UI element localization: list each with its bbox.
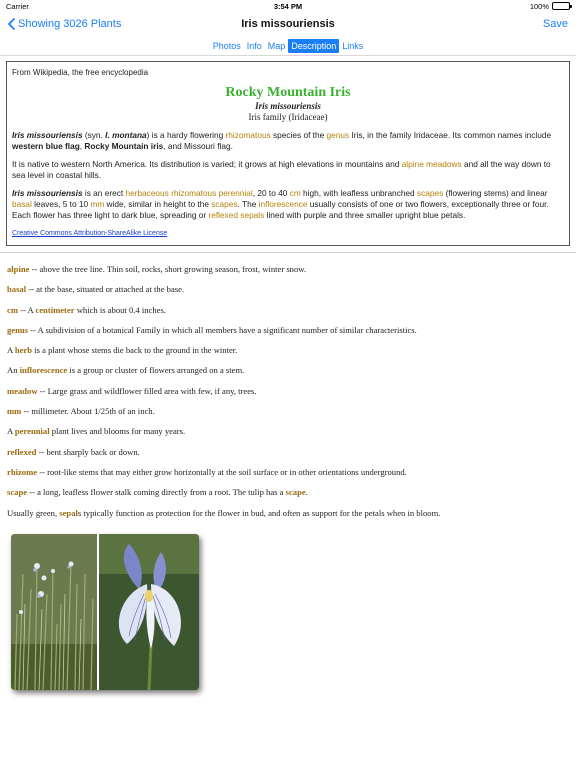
page-title: Iris missouriensis xyxy=(241,18,335,30)
glossary-definition: . xyxy=(305,487,308,498)
glossary-definition: plant lives and blooms for many years. xyxy=(49,426,186,437)
glossary-link-basal[interactable]: basal xyxy=(12,199,32,209)
glossary-item xyxy=(7,320,569,340)
text-span: and all the way down to sea level in coastal hills. xyxy=(12,159,551,180)
glossary-term: reflexed xyxy=(7,446,37,457)
chevron-left-icon xyxy=(8,18,15,30)
glossary-item xyxy=(7,360,569,380)
save-button[interactable]: Save xyxy=(542,18,568,30)
glossary-list xyxy=(0,259,576,523)
glossary-term: mm xyxy=(7,406,22,417)
text-span: , xyxy=(79,141,85,151)
text-span: An xyxy=(7,365,20,376)
text-span: wide, similar in height to the xyxy=(104,199,212,209)
species-name: Iris missouriensis xyxy=(12,130,83,140)
text-span: leaves, 5 to 10 xyxy=(31,199,91,209)
status-bar xyxy=(0,0,576,12)
paragraph-distribution xyxy=(12,159,564,181)
paragraph-description xyxy=(12,188,564,221)
section-divider xyxy=(0,252,576,253)
text-span: Usually green, xyxy=(7,507,60,518)
glossary-definition: -- above the tree line. Thin soil, rocks, short growing season, frost, winter snow. xyxy=(29,264,307,274)
glossary-definition: -- root-like stems that may either grow horizontally at the soil surface or in other orientations underground. xyxy=(37,466,407,477)
text-span: , and Missouri flag. xyxy=(163,141,233,151)
glossary-link-mm[interactable]: mm xyxy=(90,199,105,209)
glossary-item xyxy=(7,279,569,299)
glossary-link-alpine-meadows[interactable]: alpine meadows xyxy=(401,159,462,169)
text-span: (syn. xyxy=(82,130,106,140)
glossary-definition: is a plant whose stems die back to the ground in the winter. xyxy=(32,345,238,356)
text-span: high, with leafless unbranched xyxy=(300,188,417,198)
tab-info[interactable]: Info xyxy=(246,40,262,51)
glossary-item xyxy=(7,462,569,482)
glossary-term: alpine xyxy=(7,264,30,274)
back-button[interactable] xyxy=(8,18,121,30)
text-span: Iris, in the family Iridaceae. Its common names include xyxy=(349,130,552,140)
clock: 3:54 PM xyxy=(273,2,303,11)
glossary-term: perennial xyxy=(14,426,50,437)
family-heading: Iris family (Iridaceae) xyxy=(248,112,328,122)
glossary-definition: -- bent sharply back or down. xyxy=(36,446,140,457)
iris-flower-image xyxy=(99,534,199,690)
battery-icon xyxy=(552,2,570,10)
license-link[interactable]: Creative Commons Attribution-ShareAlike License xyxy=(12,230,168,237)
glossary-definition: -- millimeter. About 1/25th of an inch. xyxy=(21,406,155,417)
glossary-link-cm[interactable]: cm xyxy=(289,188,301,198)
glossary-term: herb xyxy=(14,345,33,356)
tab-bar-container xyxy=(0,36,576,56)
glossary-item xyxy=(7,381,569,401)
tab-photos[interactable]: Photos xyxy=(212,40,241,51)
glossary-term: genus xyxy=(7,324,29,335)
flower-closeup-photo xyxy=(99,534,199,690)
glossary-item xyxy=(7,340,569,360)
glossary-term: scape xyxy=(7,487,28,498)
glossary-link-reflexed-sepals[interactable]: reflexed sepals xyxy=(208,210,265,220)
text-span: lined with purple and three smaller upright blue petals. xyxy=(264,210,466,220)
glossary-definition: is a group or cluster of flowers arranged on a stem. xyxy=(67,365,245,376)
common-name-heading: Rocky Mountain Iris xyxy=(225,85,351,100)
glossary-link-perennial[interactable]: herbaceous rhizomatous perennial xyxy=(125,188,253,198)
text-span: . The xyxy=(237,199,259,209)
glossary-term: meadow xyxy=(7,385,38,396)
glossary-item xyxy=(7,259,569,279)
tab-links[interactable]: Links xyxy=(342,40,364,51)
text-span: is an erect xyxy=(82,188,126,198)
glossary-link-genus[interactable]: genus xyxy=(326,130,350,140)
text-span: , 20 to 40 xyxy=(252,188,290,198)
glossary-definition: -- a long, leafless flower stalk coming directly from a root. The tulip has a xyxy=(27,487,286,498)
glossary-term: rhizome xyxy=(7,466,38,477)
text-span: usually consists of one or two flowers, exceptionally three or four. Each flower has three light to dark blue, spreading or xyxy=(12,199,549,220)
carrier-label: Carrier xyxy=(6,1,29,11)
glossary-link-inflorescence[interactable]: inflorescence xyxy=(258,199,308,209)
field-photo xyxy=(11,534,97,690)
battery-percent: 100% xyxy=(529,1,549,11)
glossary-term: centimeter xyxy=(35,304,75,315)
glossary-term: scape xyxy=(285,487,306,498)
latin-name-heading: Iris missouriensis xyxy=(255,101,321,111)
text-span: species of the xyxy=(270,130,327,140)
iris-field-image xyxy=(11,534,97,690)
species-name: Iris missouriensis xyxy=(12,188,83,198)
glossary-item xyxy=(7,401,569,421)
glossary-definition: -- at the base, situated or attached at the base. xyxy=(26,284,185,295)
glossary-definition: which is about 0.4 inches. xyxy=(74,304,166,315)
glossary-item xyxy=(7,503,569,523)
glossary-definition: -- Large grass and wildflower filled area with few, if any, trees. xyxy=(37,385,257,396)
glossary-term: basal xyxy=(7,284,27,295)
paragraph-intro xyxy=(12,130,564,152)
text-span: (flowering stems) and linear xyxy=(443,188,548,198)
glossary-item xyxy=(7,421,569,441)
glossary-definition: s typically function as protection for the flower in bud, and often as support for the petals when in bloom. xyxy=(77,507,441,518)
common-name-bold: western blue flag xyxy=(12,141,80,151)
source-note: From Wikipedia, the free encyclopedia xyxy=(12,68,149,77)
glossary-definition: -- A subdivision of a botanical Family in which all members have a significant number of similar characteristics. xyxy=(28,324,417,335)
plant-photo-thumbnail[interactable] xyxy=(11,534,199,690)
text-span: A xyxy=(7,345,15,356)
common-name-bold: Rocky Mountain iris xyxy=(84,141,164,151)
tab-map[interactable]: Map xyxy=(267,40,286,51)
text-span: It is native to western North America. Its distribution is varied; it grows at high elevations in mountains and xyxy=(12,159,402,169)
glossary-link-rhizomatous[interactable]: rhizomatous xyxy=(225,130,271,140)
wikipedia-excerpt xyxy=(6,61,570,246)
glossary-term: inflorescence xyxy=(19,365,68,376)
glossary-term: cm xyxy=(7,304,18,315)
tab-description[interactable]: Description xyxy=(288,39,339,53)
glossary-definition: -- A xyxy=(17,304,36,315)
text-span: A xyxy=(7,426,15,437)
navigation-bar xyxy=(0,12,576,36)
back-button-label: Showing 3026 Plants xyxy=(18,18,122,30)
glossary-term: sepal xyxy=(59,507,78,518)
segmented-tabs xyxy=(210,39,367,53)
synonym-name: I. montana xyxy=(105,130,147,140)
glossary-item xyxy=(7,482,569,502)
glossary-item xyxy=(7,300,569,320)
text-span: ) is a hardy flowering xyxy=(146,130,226,140)
glossary-link-scapes[interactable]: scapes xyxy=(416,188,444,198)
glossary-item xyxy=(7,442,569,462)
glossary-link-scapes[interactable]: scapes xyxy=(211,199,238,209)
